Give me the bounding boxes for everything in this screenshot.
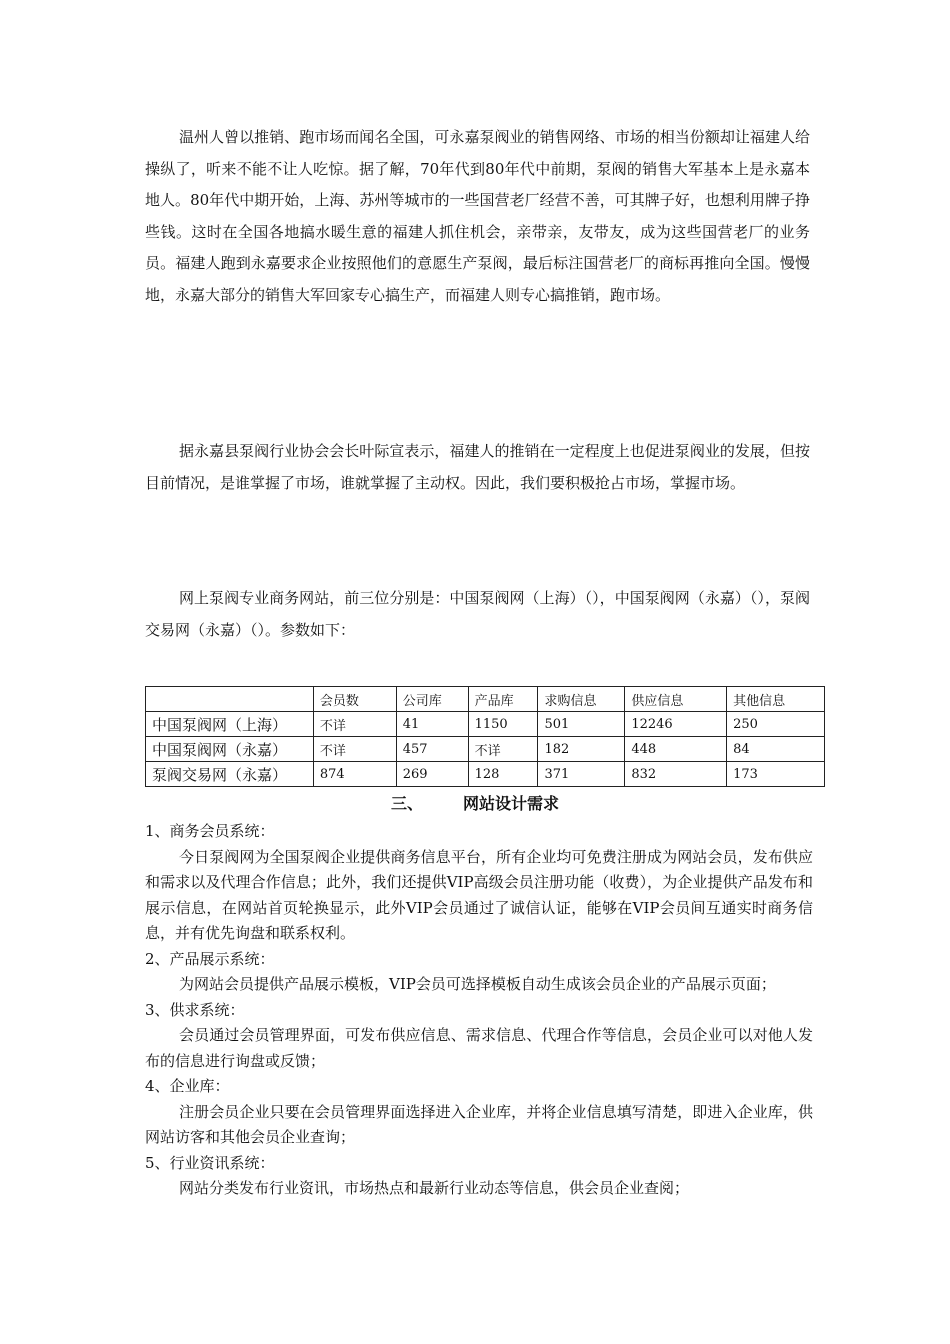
- table-cell: 不详: [313, 737, 396, 762]
- table-row: [146, 762, 825, 787]
- table-cell: 1150: [468, 712, 538, 737]
- list-item-title: 4、企业库：: [145, 1077, 230, 1095]
- requirements-list: [145, 819, 813, 1202]
- list-item-body: 今日泵阀网为全国泵阀企业提供商务信息平台，所有企业均可免费注册成为网站会员，发布供应和需求以及代理合作信息；此外，我们还提供VIP高级会员注册功能（收费），为企业提供产品发布和展示信息，在网站首页轮换显示，此外VIP会员通过了诚信认证，能够在VIP会员间互通实时商务信息，并有优先询盘和联系权利。: [145, 847, 813, 942]
- table-row: [146, 737, 825, 762]
- intro-paragraph-3: 网上泵阀专业商务网站，前三位分别是：中国泵阀网（上海）（），中国泵阀网（永嘉）（），泵阀交易网（永嘉）（）。参数如下：: [145, 589, 810, 639]
- list-item-body: 注册会员企业只要在会员管理界面选择进入企业库，并将企业信息填写清楚，即进入企业库，供网站访客和其他会员企业查询；: [145, 1102, 813, 1146]
- table-cell: 182: [538, 737, 625, 762]
- list-item-title: 1、商务会员系统：: [145, 822, 275, 840]
- table-cell: 不详: [468, 737, 538, 762]
- table-header-cell: 会员数: [313, 687, 396, 712]
- table-header-cell: 供应信息: [625, 687, 727, 712]
- list-item-title: 5、行业资讯系统：: [145, 1153, 275, 1172]
- table-row-label: 中国泵阀网（上海）: [146, 712, 314, 737]
- table-cell: 269: [396, 762, 468, 787]
- table-cell: 874: [313, 762, 396, 787]
- table-cell: 501: [538, 712, 625, 737]
- table-header-cell: [146, 687, 314, 712]
- table-cell: 448: [625, 737, 727, 762]
- section-number: 三、: [390, 794, 423, 813]
- table-header-cell: 产品库: [468, 687, 538, 712]
- list-item-body: 为网站会员提供产品展示模板，VIP会员可选择模板自动生成该会员企业的产品展示页面；: [179, 975, 776, 993]
- section-heading: [0, 791, 950, 817]
- table-cell: 457: [396, 737, 468, 762]
- table-cell: 128: [468, 762, 538, 787]
- list-item-body: 网站分类发布行业资讯，市场热点和最新行业动态等信息，供会员企业查阅；: [179, 1179, 690, 1197]
- table-header-cell: 求购信息: [538, 687, 625, 712]
- list-item-body: 会员通过会员管理界面，可发布供应信息、需求信息、代理合作等信息，会员企业可以对他人发布的信息进行询盘或反馈；: [145, 1026, 813, 1070]
- table-header-row: [146, 687, 825, 712]
- table-cell: 832: [625, 762, 727, 787]
- table-row-label: 中国泵阀网（永嘉）: [146, 737, 314, 762]
- intro-paragraph-2: 据永嘉县泵阀行业协会会长叶际宣表示，福建人的推销在一定程度上也促进泵阀业的发展，但按目前情况，是谁掌握了市场，谁就掌握了主动权。因此，我们要积极抢占市场，掌握市场。: [145, 442, 810, 492]
- table-header-cell: 公司库: [396, 687, 468, 712]
- table-cell: 173: [727, 762, 825, 787]
- table-cell: 84: [727, 737, 825, 762]
- table-cell: 不详: [313, 712, 396, 737]
- table-cell: 12246: [625, 712, 727, 737]
- table-header-cell: 其他信息: [727, 687, 825, 712]
- list-item-title: 3、供求系统：: [145, 1000, 245, 1019]
- table-row-label: 泵阀交易网（永嘉）: [146, 762, 314, 787]
- table-row: [146, 712, 825, 737]
- table-cell: 371: [538, 762, 625, 787]
- list-item-title: 2、产品展示系统：: [145, 949, 275, 968]
- table-cell: 250: [727, 712, 825, 737]
- table-cell: 41: [396, 712, 468, 737]
- website-comparison-table: [145, 686, 825, 787]
- intro-paragraph-1: 温州人曾以推销、跑市场而闻名全国，可永嘉泵阀业的销售网络、市场的相当份额却让福建人给操纵了，听来不能不让人吃惊。据了解，70年代到80年代中前期，泵阀的销售大军基本上是永嘉本地人。80年代中期开始，上海、苏州等城市的一些国营老厂经营不善，可其牌子好，也想利用牌子挣些钱。这时在全国各地搞水暖生意的福建人抓住机会，亲带亲，友带友，成为这些国营老厂的业务员。福建人跑到永嘉要求企业按照他们的意愿生产泵阀，最后标注国营老厂的商标再推向全国。慢慢地，永嘉大部分的销售大军回家专心搞生产，而福建人则专心搞推销，跑市场。: [145, 128, 810, 304]
- section-title: 网站设计需求: [463, 794, 560, 813]
